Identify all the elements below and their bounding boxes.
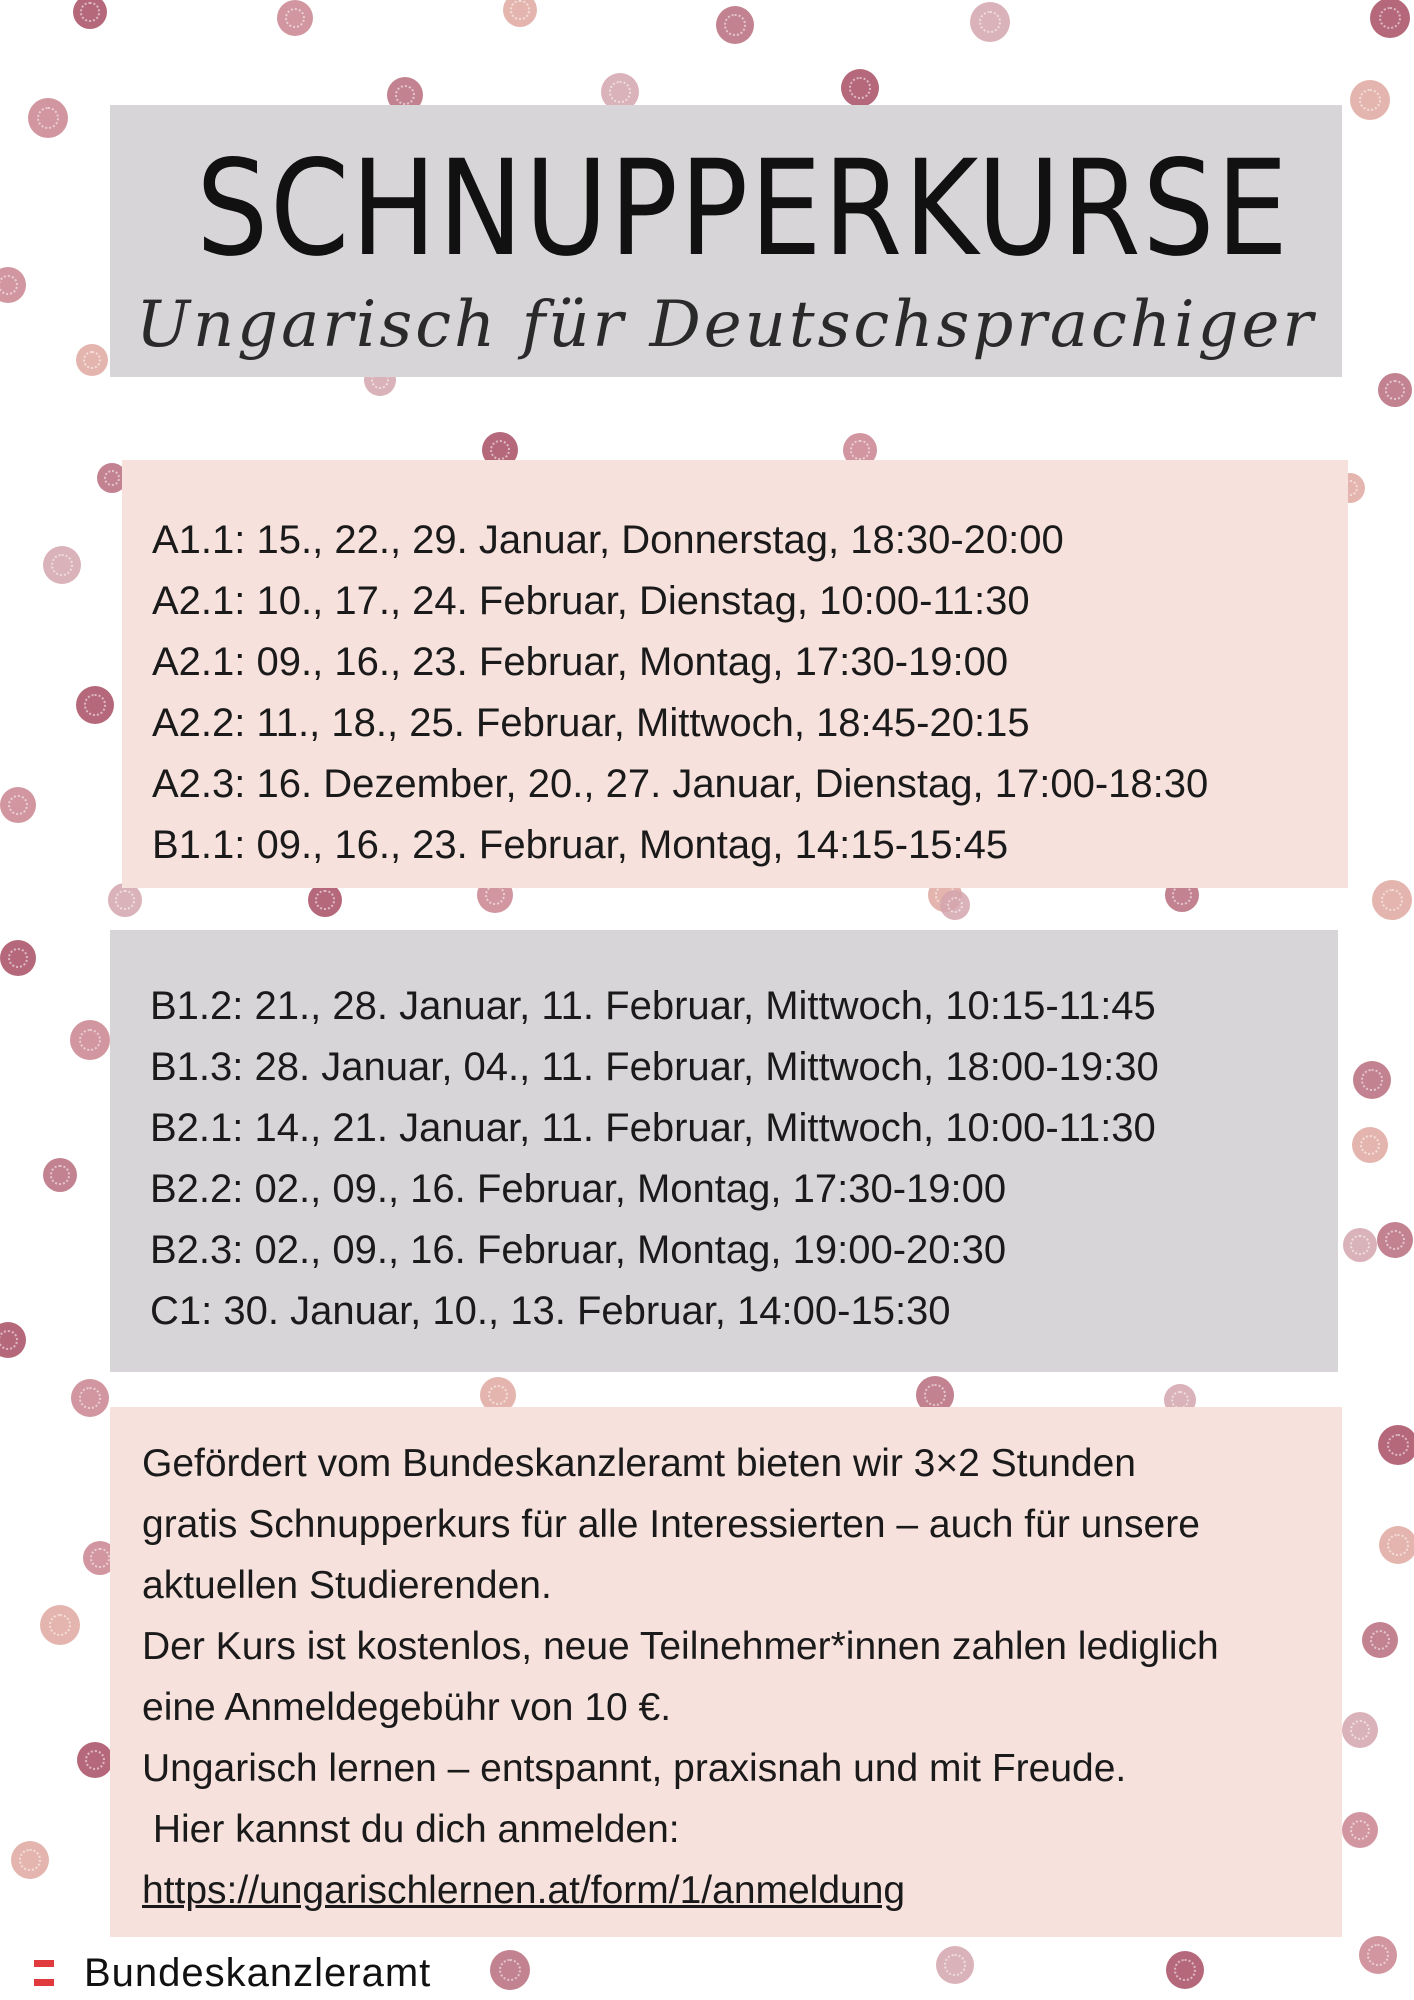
decorative-dot (1378, 373, 1412, 407)
info-panel (110, 1407, 1342, 1937)
schedule-row: A2.1: 10., 17., 24. Februar, Dienstag, 10:00-11:30 (152, 579, 1030, 623)
decorative-dot (1377, 1222, 1413, 1258)
schedule-row: B2.3: 02., 09., 16. Februar, Montag, 19:00-20:30 (150, 1228, 1007, 1272)
decorative-dot (277, 0, 313, 36)
decorative-dot (11, 1841, 49, 1879)
decorative-dot (936, 1946, 974, 1984)
decorative-dot (0, 267, 26, 303)
footer-label: Bundeskanzleramt (84, 1950, 432, 1995)
decorative-dot (1362, 1622, 1398, 1658)
decorative-dot (43, 546, 81, 584)
decorative-dot (43, 1158, 77, 1192)
info-text-line: Der Kurs ist kostenlos, neue Teilnehmer*innen zahlen lediglich (142, 1625, 1219, 1668)
schedule-row: B1.3: 28. Januar, 04., 11. Februar, Mittwoch, 18:00-19:30 (150, 1045, 1159, 1089)
decorative-dot (503, 0, 537, 27)
info-text-line: Gefördert vom Bundeskanzleramt bieten wir 3×2 Stunden (142, 1442, 1136, 1485)
decorative-dot (1343, 1228, 1377, 1262)
registration-link[interactable]: https://ungarischlernen.at/form/1/anmeldung (142, 1869, 906, 1912)
schedule-row: C1: 30. Januar, 10., 13. Februar, 14:00-15:30 (150, 1289, 951, 1333)
schedule-row: B1.2: 21., 28. Januar, 11. Februar, Mittwoch, 10:15-11:45 (150, 984, 1156, 1028)
decorative-dot (940, 890, 970, 920)
schedule-list-a (122, 460, 1348, 888)
decorative-dot (1342, 1812, 1378, 1848)
decorative-dot (77, 1742, 113, 1778)
footer-logo (34, 1948, 431, 1998)
decorative-dot (40, 1605, 80, 1645)
page-subtitle: Ungarisch für Deutschsprachiger (136, 288, 1316, 362)
decorative-dot (28, 98, 68, 138)
decorative-dot (1350, 80, 1390, 120)
decorative-dot (1353, 1061, 1391, 1099)
decorative-dot (1352, 1127, 1388, 1163)
info-text-line: aktuellen Studierenden. (142, 1564, 552, 1607)
decorative-dot (76, 344, 108, 376)
schedule-list-b (110, 930, 1338, 1372)
page-title: SCHNUPPERKURSE (196, 132, 1290, 286)
decorative-dot (70, 1020, 110, 1060)
decorative-dot (1166, 1951, 1204, 1989)
schedule-row: A2.1: 09., 16., 23. Februar, Montag, 17:30-19:00 (152, 640, 1009, 684)
decorative-dot (841, 69, 879, 107)
schedule-row: A1.1: 15., 22., 29. Januar, Donnerstag, 18:30-20:00 (152, 518, 1064, 562)
decorative-dot (490, 1950, 530, 1990)
decorative-dot (1370, 0, 1410, 38)
info-text-line: eine Anmeldegebühr von 10 €. (142, 1686, 672, 1729)
schedule-row: A2.2: 11., 18., 25. Februar, Mittwoch, 18:45-20:15 (152, 701, 1030, 745)
decorative-dot (1379, 1526, 1414, 1564)
info-text-line: Ungarisch lernen – entspannt, praxisnah und mit Freude. (142, 1747, 1127, 1790)
decorative-dot (0, 940, 36, 976)
schedule-row: A2.3: 16. Dezember, 20., 27. Januar, Dienstag, 17:00-18:30 (152, 762, 1209, 806)
decorative-dot (1342, 1712, 1378, 1748)
info-text-line: Hier kannst du dich anmelden: (142, 1808, 680, 1851)
schedule-row: B1.1: 09., 16., 23. Februar, Montag, 14:15-15:45 (152, 823, 1009, 867)
schedule-row: B2.2: 02., 09., 16. Februar, Montag, 17:30-19:00 (150, 1167, 1007, 1211)
decorative-dot (1359, 1936, 1397, 1974)
title-panel (110, 105, 1342, 377)
info-text-line: gratis Schnupperkurs für alle Interessierten – auch für unsere (142, 1503, 1200, 1546)
decorative-dot (0, 1322, 26, 1358)
decorative-dot (0, 787, 36, 823)
decorative-dot (716, 6, 754, 44)
decorative-dot (970, 2, 1010, 42)
decorative-dot (1372, 880, 1412, 920)
decorative-dot (71, 1379, 109, 1417)
decorative-dot (73, 0, 107, 29)
decorative-dot (1378, 1425, 1414, 1465)
decorative-dot (108, 883, 142, 917)
austria-flag-icon (34, 1960, 54, 1986)
schedule-row: B2.1: 14., 21. Januar, 11. Februar, Mittwoch, 10:00-11:30 (150, 1106, 1156, 1150)
decorative-dot (76, 686, 114, 724)
decorative-dot (308, 883, 342, 917)
